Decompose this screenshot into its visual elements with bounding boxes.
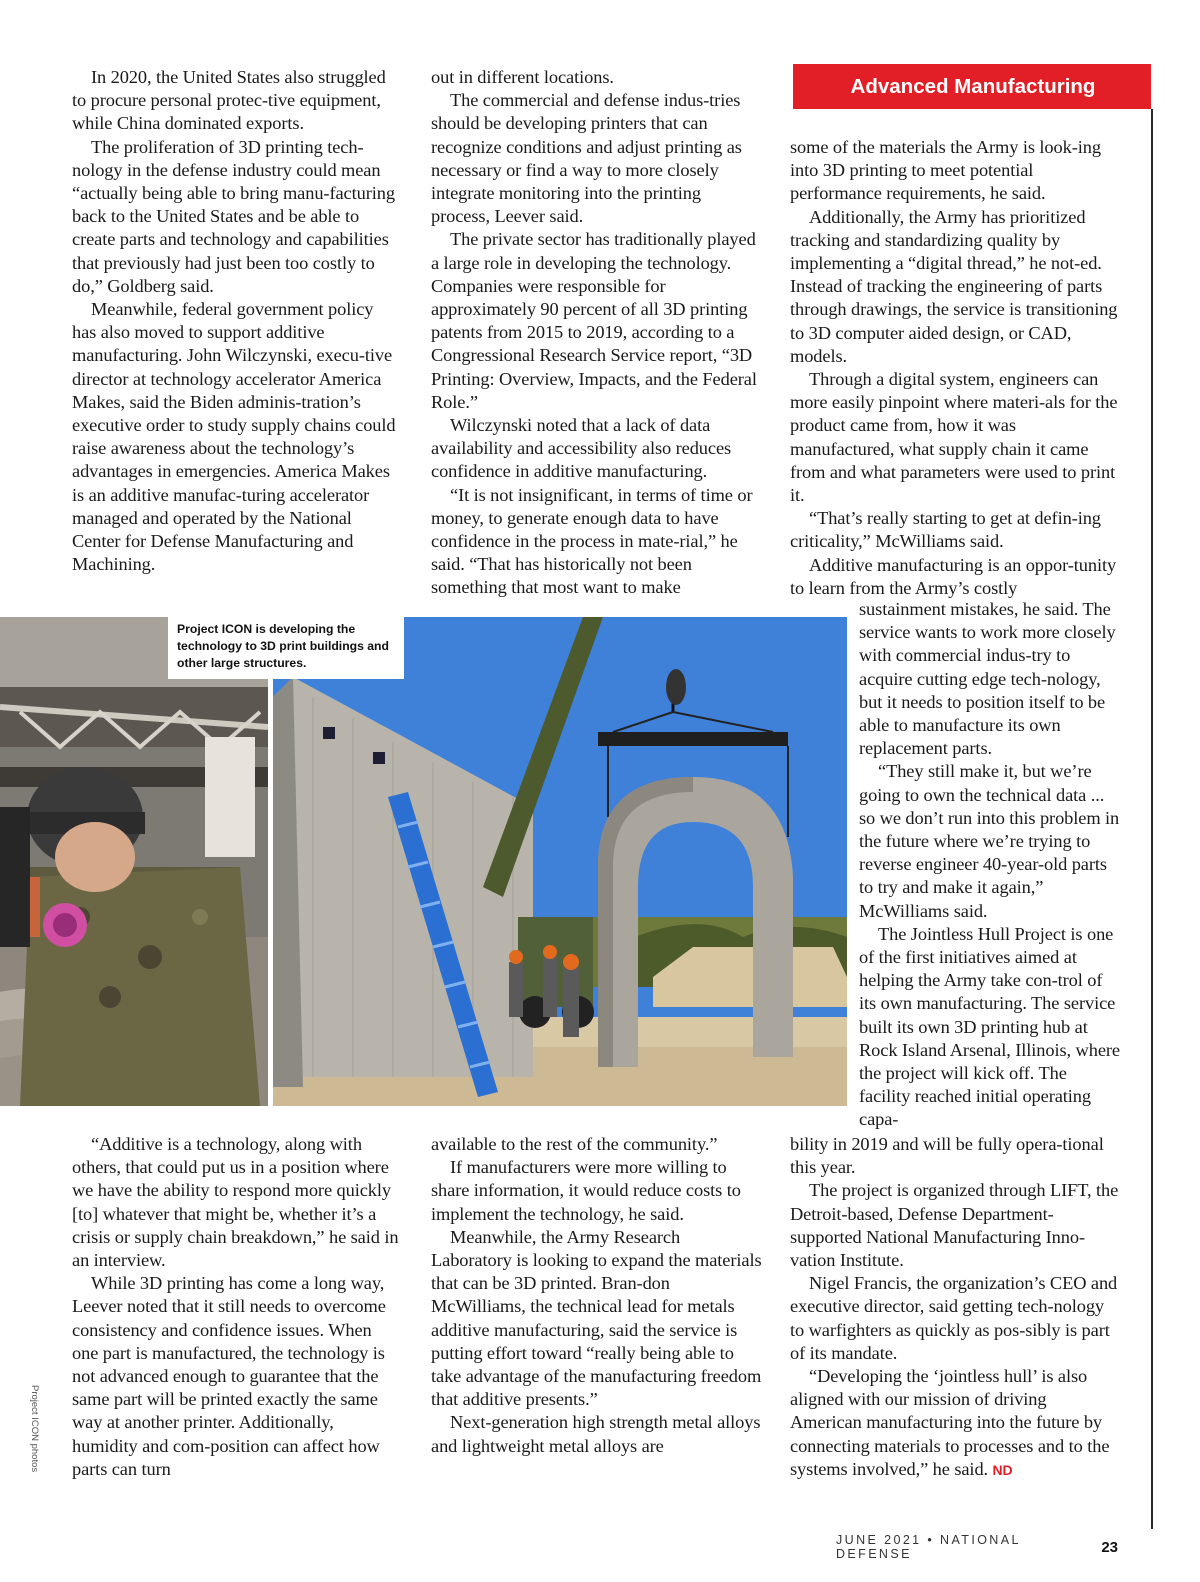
paragraph: The project is organized through LIFT, the Detroit-based, Defense Department-supported National Manufacturing Inno-vation Institute. xyxy=(790,1180,1119,1271)
paragraph: Wilczynski noted that a lack of data availability and accessibility also reduces confidence in additive manufacturing. xyxy=(431,415,732,482)
column-2-bottom xyxy=(431,1133,763,1458)
paragraph: “Additive is a technology, along with others, that could put us in a position where we have the ability to respond more quickly [to] whatever that might be, whether it’s a crisis or supply chain breakdown,” he said in an interview. xyxy=(72,1134,399,1271)
paragraph: Additionally, the Army has prioritized tracking and standardizing quality by implementing a “digital thread,” he not-ed. Instead of tracking the engineering of parts through drawings, the service is transitioning to 3D computer aided design, or CAD, models. xyxy=(790,206,1118,366)
paragraph: The proliferation of 3D printing tech-nology in the defense industry could mean “actually being able to bring manu-facturing back to the United States and be able to create parts and technology and capabilities that previously had just been too costly to do,” Goldberg said. xyxy=(72,136,395,296)
paragraph: Through a digital system, engineers can more easily pinpoint where materi-als for the product came from, how it was manufactured, what supply chain it came from and what parameters were used to print it. xyxy=(790,369,1118,506)
paragraph: If manufacturers were more willing to share information, it would reduce costs to implement the technology, he said. xyxy=(431,1157,741,1224)
paragraph: In 2020, the United States also struggled to procure personal protec-tive equipment, while China dominated exports. xyxy=(72,67,386,134)
paragraph: out in different locations. xyxy=(431,67,614,87)
paragraph: available to the rest of the community.” xyxy=(431,1134,718,1154)
paragraph: The commercial and defense indus-tries should be developing printers that can recognize conditions and adjust printing as necessary or find a way to more closely integrate monitoring into the printing process, Leever said. xyxy=(431,90,742,227)
page-number: 23 xyxy=(1101,1538,1118,1556)
photo-marine-printing xyxy=(0,617,268,1106)
photo-3d-printed-structure xyxy=(273,617,847,1106)
photo-marine-illustration xyxy=(0,617,268,1106)
final-quote: “Developing the ‘jointless hull’ is also aligned with our mission of driving American manufacturing into the future by connecting materials to processes and to the systems involved,” he said. xyxy=(790,1366,1110,1479)
paragraph: Next-generation high strength metal alloys and lightweight metal alloys are xyxy=(431,1412,761,1456)
section-tag: Advanced Manufacturing xyxy=(793,64,1151,109)
paragraph: bility in 2019 and will be fully opera-tional this year. xyxy=(790,1134,1104,1178)
paragraph: Nigel Francis, the organization’s CEO and executive director, said getting tech-nology to warfighters as quickly as pos-sibly is part of its mandate. xyxy=(790,1273,1118,1363)
paragraph: The Jointless Hull Project is one of the first initiatives aimed at helping the Army take con-trol of its own manufacturing. The service built its own 3D printing hub at Rock Island Arsenal, Illinois, where the project will kick off. The facility reached initial operating capa- xyxy=(859,923,1120,1130)
paragraph: some of the materials the Army is look-ing into 3D printing to meet potential performance requirements, he said. xyxy=(790,137,1101,204)
paragraph: sustainment mistakes, he said. The service wants to work more closely with commercial indus-try to acquire cutting edge tech-nology, but it needs to position itself to be able to manufacture its own replacement parts. xyxy=(859,599,1116,759)
issue-line: JUNE 2021 • NATIONAL DEFENSE xyxy=(836,1533,1021,1561)
paragraph: “They still make it, but we’re going to own the technical data ... so we don’t run into this problem in the future where we’re trying to reverse engineer 40-year-old parts to try and make it again,” McWilliams said. xyxy=(859,761,1120,921)
paragraph: The private sector has traditionally played a large role in developing the technology. Companies were responsible for approximately 90 percent of all 3D printing patents from 2015 to 2019, according to a Congressional Research Service report, “3D Printing: Overview, Impacts, and the Federal Role.” xyxy=(431,229,757,412)
photo-credit: Project ICON photos xyxy=(29,1385,40,1473)
column-3-bottom xyxy=(790,1133,1120,1482)
photo-caption: Project ICON is developing the technology to 3D print buildings and other large structures. xyxy=(168,617,404,679)
paragraph: Meanwhile, the Army Research Laboratory is looking to expand the materials that can be 3D printed. Bran-don McWilliams, the technical lead for metals additive manufacturing, said the service is putting effort toward “really being able to take advantage of the manufacturing freedom that additive presents.” xyxy=(431,1226,762,1410)
paragraph: “It is not insignificant, in terms of time or money, to generate enough data to have confidence in the process in mate-rial,” he said. “That has historically not been something that most want to make xyxy=(431,484,753,598)
column-3-wrap xyxy=(859,598,1121,1132)
paragraph: Meanwhile, federal government policy has also moved to support additive manufacturing. John Wilczynski, execu-tive director at technology accelerator America Makes, said the Biden adminis-tration’s executive order to study supply chains could raise awareness about the technology’s advantages in emergencies. America Makes is an additive manufac-turing accelerator managed and operated by the National Center for Defense Manufacturing and Machining. xyxy=(72,299,396,575)
column-1-bottom xyxy=(72,1133,402,1481)
paragraph xyxy=(790,1365,1120,1482)
column-2-top xyxy=(431,66,763,600)
paragraph: While 3D printing has come a long way, Leever noted that it still needs to overcome consistency and confidence issues. When one part is manufactured, the technology is not advanced enough to guarantee that the same part will be printed exactly the same way at another printer. Additionally, humidity and com-position can affect how parts can turn xyxy=(72,1273,386,1479)
right-column-rule xyxy=(1151,109,1153,1529)
column-1-top xyxy=(72,66,402,576)
paragraph: “That’s really starting to get at defin-ing criticality,” McWilliams said. xyxy=(790,508,1101,552)
paragraph: Additive manufacturing is an oppor-tunity to learn from the Army’s costly xyxy=(790,554,1117,598)
page-footer xyxy=(836,1533,1118,1561)
column-3-top xyxy=(790,136,1120,600)
end-mark: ND xyxy=(992,1461,1013,1478)
photo-structure-illustration xyxy=(273,617,847,1106)
